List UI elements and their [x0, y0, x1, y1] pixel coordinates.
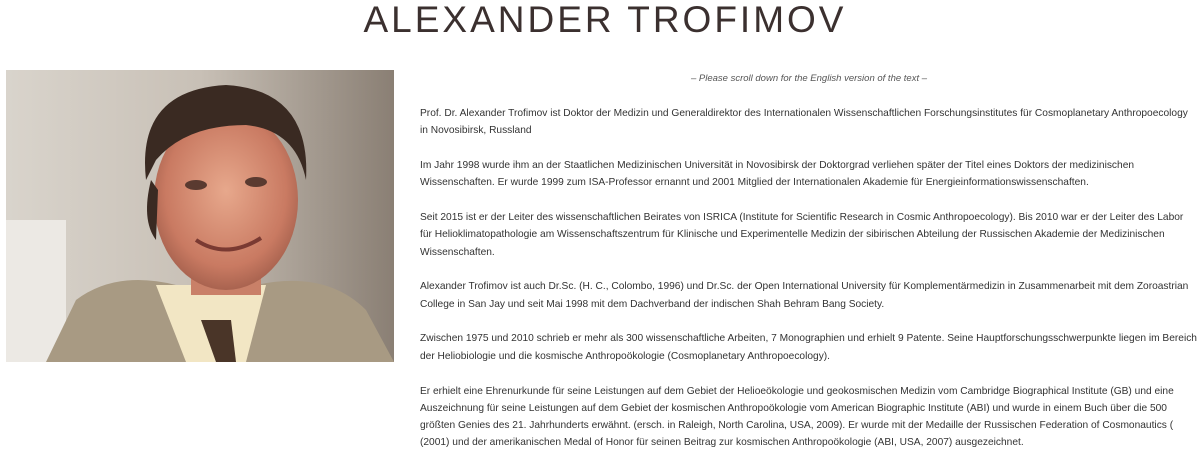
bio-paragraph: Seit 2015 ist er der Leiter des wissenschaftlichen Beirates von ISRICA (Institute for Scientific Research in Cosmic Anthropoecology). Bis 2010 war er der Leiter des Labor für Helioklimatopathologie am Wissenschaftszentrum für Klinische und Experimentelle Medizin der sibirischen Abteilung der Russischen Akademie der Medizinischen Wissenschaften.: [420, 211, 1184, 258]
portrait-image: [6, 70, 394, 362]
biography-content: [420, 70, 1198, 469]
english-version-note: – Please scroll down for the English version of the text –: [690, 73, 928, 84]
bio-paragraph: Im Jahr 1998 wurde ihm an der Staatlichen Medizinischen Universität in Novosibirsk der Doktorgrad verliehen später der Titel eines Doktors der medizinischen Wissenschaften. Er wurde 1999 zum ISA-Professor ernannt und 2001 Mitglied der Internationalen Akademie für Energieinformationswissenschaften.: [420, 159, 1135, 189]
bio-paragraph: Prof. Dr. Alexander Trofimov ist Doktor der Medizin und Generaldirektor des Internationalen Wissenschaftlichen Forschungsinstitutes für Cosmoplanetary Anthropoecology in Novosibirsk, Russland: [420, 107, 1188, 137]
bio-paragraph: Zwischen 1975 und 2010 schrieb er mehr als 300 wissenschaftliche Arbeiten, 7 Monographien und erhielt 9 Patente. Seine Hauptforschungsschwerpunkte liegen im Bereich der Heliobiologie und die kosmische Anthropoökologie (Cosmoplanetary Anthropoecology).: [420, 333, 1197, 362]
bio-paragraph: Er erhielt eine Ehrenurkunde für seine Leistungen auf dem Gebiet der Helioeökologie und geokosmischen Medizin vom Cambridge Biographical Institute (GB) und eine Auszeichnung für seine Leistungen auf dem Gebiet der kosmischen Anthropoökologie vom American Biographic Institute (ABI) und wurde in einem Buch über die 500 größten Genies des 21. Jahrhunderts erwähnt. (ersch. in Raleigh, North Carolina, USA, 2009). Er wurde mit der Medaille der Russischen Federation of Cosmonautics ( (2001) und der amerikanischen Medal of Honor für seinen Beitrag zur kosmischen Anthropoökologie (ABI, USA, 2007) ausgezeichnet.: [420, 385, 1174, 449]
page-title: ALEXANDER TROFIMOV: [363, 0, 847, 40]
portrait-photo: [6, 70, 394, 362]
bio-paragraph: Alexander Trofimov ist auch Dr.Sc. (H. C., Colombo, 1996) und Dr.Sc. der Open International University für Komplementärmedizin in Zusammenarbeit mit dem Zoroastrian College in San Jay und seit Mai 1998 mit dem Dachverband der indischen Shah Behram Bang Society.: [420, 281, 1189, 310]
